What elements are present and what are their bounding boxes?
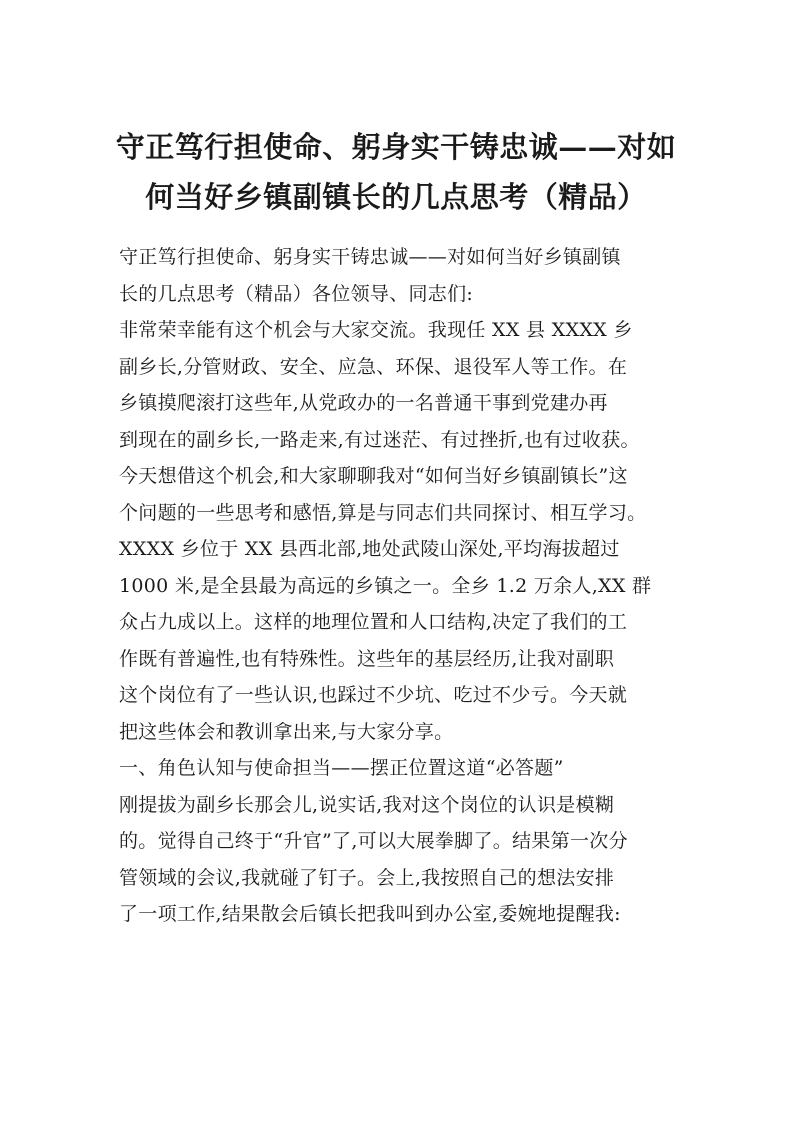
section-heading: 一、角色认知与使命担当——摆正位置这道“必答题” — [119, 757, 564, 779]
document-title — [96, 122, 696, 222]
body-line: 作既有普遍性,也有特殊性。这些年的基层经历,让我对副职 — [119, 647, 615, 670]
body-line: 了一项工作,结果散会后镇长把我叫到办公室,委婉地提醒我: — [119, 903, 621, 925]
body-line: 守正笃行担使命、躬身实干铸忠诚——对如何当好乡镇副镇 — [119, 246, 621, 268]
body-line: 个问题的一些思考和感悟,算是与同志们共同探讨、相互学习。 — [119, 501, 647, 524]
title-line: 守正笃行担使命、躬身实干铸忠诚——对如 — [115, 130, 677, 164]
body-line: 管领域的会议,我就碰了钉子。会上,我按照自己的想法安排 — [119, 866, 615, 889]
document-body — [119, 239, 689, 933]
body-line: 非常荣幸能有这个机会与大家交流。我现任 XX 县 XXXX 乡 — [119, 319, 633, 341]
body-line: 的。觉得自己终于“升官”了,可以大展拳脚了。结果第一次分 — [119, 830, 628, 852]
body-line: 1000 米,是全县最为高远的乡镇之一。全乡 1.2 万余人,XX 群 — [119, 574, 652, 597]
body-line: 到现在的副乡长,一路走来,有过迷茫、有过挫折,也有过收获。 — [119, 428, 640, 451]
body-line: 众占九成以上。这样的地理位置和人口结构,决定了我们的工 — [119, 611, 628, 633]
body-line: XXXX 乡位于 XX 县西北部,地处武陵山深处,平均海拔超过 — [119, 538, 620, 560]
title-line: 何当好乡镇副镇长的几点思考（精品） — [145, 180, 647, 214]
body-line: 刚提拔为副乡长那会儿,说实话,我对这个岗位的认识是模糊 — [119, 793, 615, 816]
body-line: 副乡长,分管财政、安全、应急、环保、退役军人等工作。在 — [119, 355, 628, 378]
body-line: 把这些体会和教训拿出来,与大家分享。 — [119, 720, 454, 743]
body-line: 乡镇摸爬滚打这些年,从党政办的一名普通干事到党建办再 — [119, 392, 608, 414]
body-line: 今天想借这个机会,和大家聊聊我对“如何当好乡镇副镇长”这 — [119, 465, 628, 487]
body-line: 长的几点思考（精品）各位领导、同志们: — [119, 282, 474, 305]
body-line: 这个岗位有了一些认识,也踩过不少坑、吃过不少亏。今天就 — [119, 684, 628, 706]
